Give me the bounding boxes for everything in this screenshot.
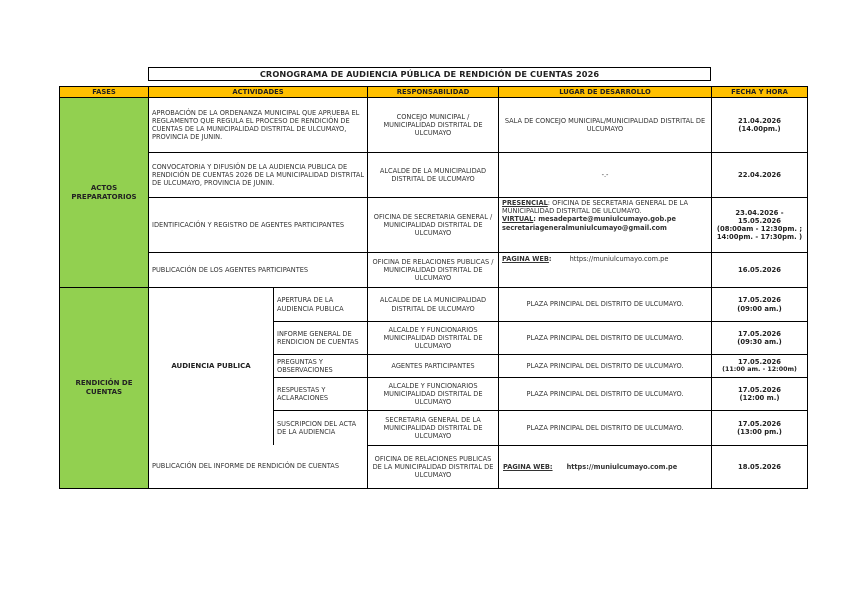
date-cell <box>711 197 808 253</box>
phase-rendicion-de-cuentas <box>59 287 149 489</box>
date-line: 17.05.2026 <box>738 385 781 394</box>
pagina-web-label: PAGINA WEB <box>502 255 549 263</box>
responsibility-cell: OFICINA DE SECRETARIA GENERAL / MUNICIPALIDAD DISTRITAL DE ULCUMAYO <box>367 197 499 253</box>
location-cell: PLAZA PRINCIPAL DEL DISTRITO DE ULCUMAYO. <box>498 321 712 355</box>
document-title: CRONOGRAMA DE AUDIENCIA PÚBLICA DE RENDICIÓN DE CUENTAS 2026 <box>148 67 711 81</box>
date-cell <box>711 354 808 378</box>
pagina-web-sep: : <box>548 255 552 263</box>
date-line: 15.05.2026 <box>738 217 781 225</box>
location-cell: PLAZA PRINCIPAL DEL DISTRITO DE ULCUMAYO. <box>498 354 712 378</box>
presencial-label: PRESENCIAL <box>502 199 548 207</box>
activity-cell: PUBLICACIÓN DE LOS AGENTES PARTICIPANTES <box>148 252 368 288</box>
location-cell: PLAZA PRINCIPAL DEL DISTRITO DE ULCUMAYO. <box>498 377 712 411</box>
date-line: 17.05.2026 <box>738 419 781 428</box>
date-cell <box>711 410 808 446</box>
activity-cell: IDENTIFICACIÓN Y REGISTRO DE AGENTES PARTICIPANTES <box>148 197 368 253</box>
phase-label-line1: RENDICIÓN DE <box>75 379 133 388</box>
time-line: (14.00pm.) <box>738 125 781 133</box>
phase-actos-preparatorios <box>59 97 149 288</box>
header-actividades: ACTIVIDADES <box>148 86 368 98</box>
date-cell: 18.05.2026 <box>711 445 808 489</box>
date-line: 21.04.2026 <box>738 116 781 125</box>
phase-label-line1: ACTOS <box>90 183 118 192</box>
activity-cell: APROBACIÓN DE LA ORDENANZA MUNICIPAL QUE APRUEBA EL REGLAMENTO QUE REGULA EL PROCESO DE RENDICIÓN DE CUENTAS DE LA MUNICIPALIDAD DISTRITAL DE ULCUMAYO, PROVINCIA DE JUNIN. <box>148 97 368 153</box>
virtual-label: VIRTUAL <box>502 215 534 224</box>
date-line: 23.04.2026 - <box>735 209 784 217</box>
header-fases: FASES <box>59 86 149 98</box>
date-cell: 22.04.2026 <box>711 152 808 198</box>
date-cell <box>711 321 808 355</box>
virtual-email-link[interactable]: : mesadeparte@muniulcumayo.gob.pe <box>533 215 676 224</box>
location-cell <box>498 445 712 489</box>
time-line: (11:00 am. - 12:00m) <box>722 366 797 373</box>
responsibility-cell: ALCALDE Y FUNCIONARIOS MUNICIPALIDAD DISTRITAL DE ULCUMAYO <box>367 377 499 411</box>
sub-activity-cell: RESPUESTAS Y ACLARACIONES <box>273 377 368 411</box>
date-line: 17.05.2026 <box>738 296 781 305</box>
location-cell <box>498 252 712 288</box>
responsibility-cell: ALCALDE DE LA MUNICIPALIDAD DISTRITAL DE ULCUMAYO <box>367 152 499 198</box>
date-cell <box>711 377 808 411</box>
responsibility-cell: CONCEJO MUNICIPAL / MUNICIPALIDAD DISTRITAL DE ULCUMAYO <box>367 97 499 153</box>
sub-activity-cell: PREGUNTAS Y OBSERVACIONES <box>273 354 368 378</box>
responsibility-cell: ALCALDE Y FUNCIONARIOS MUNICIPALIDAD DISTRITAL DE ULCUMAYO <box>367 321 499 355</box>
date-line: 17.05.2026 <box>738 329 781 338</box>
header-fecha: FECHA Y HORA <box>711 86 808 98</box>
location-cell: PLAZA PRINCIPAL DEL DISTRITO DE ULCUMAYO. <box>498 287 712 322</box>
sub-activity-cell: SUSCRIPCION DEL ACTA DE LA AUDIENCIA <box>273 410 368 445</box>
date-line: 17.05.2026 <box>738 357 781 366</box>
time-line: (08:00am - 12:30pm. ; 14:00pm. - 17:30pm. ) <box>716 225 803 241</box>
responsibility-cell: SECRETARIA GENERAL DE LA MUNICIPALIDAD DISTRITAL DE ULCUMAYO <box>367 410 499 446</box>
website-link[interactable]: https://muniulcumayo.com.pe <box>569 255 669 263</box>
location-cell <box>498 197 712 253</box>
date-cell <box>711 97 808 153</box>
header-responsabilidad: RESPONSABILIDAD <box>367 86 499 98</box>
location-cell: SALA DE CONCEJO MUNICIPAL/MUNICIPALIDAD DISTRITAL DE ULCUMAYO <box>498 97 712 153</box>
time-line: (09:00 am.) <box>737 304 782 313</box>
activity-cell: PUBLICACIÓN DEL INFORME DE RENDICIÓN DE CUENTAS <box>148 445 368 489</box>
activity-cell: CONVOCATORIA Y DIFUSIÓN DE LA AUDIENCIA PUBLICA DE RENDICIÓN DE CUENTAS 2026 DE LA MUNICIPALIDAD DISTRITAL DE ULCUMAYO, PROVINCIA DE JUNIN. <box>148 152 368 198</box>
responsibility-cell: ALCALDE DE LA MUNICIPALIDAD DISTRITAL DE ULCUMAYO <box>367 287 499 322</box>
responsibility-cell: AGENTES PARTICIPANTES <box>367 354 499 378</box>
pagina-web-label: PAGINA WEB: <box>503 462 553 471</box>
phase-label-line2: CUENTAS <box>85 388 123 396</box>
secretaria-email-link[interactable]: secretariageneralmuniulcumayo@gmail.com <box>502 223 667 232</box>
phase-label-line2: PREPARATORIOS <box>71 192 137 201</box>
time-line: (12:00 m.) <box>739 394 780 402</box>
presencial-text: : OFICINA DE SECRETARIA GENERAL DE LA MUNICIPALIDAD DISTRITAL DE ULCUMAYO. <box>502 199 688 216</box>
responsibility-cell: OFICINA DE RELACIONES PUBLICAS / MUNICIPALIDAD DISTRITAL DE ULCUMAYO <box>367 252 499 288</box>
date-cell: 16.05.2026 <box>711 252 808 288</box>
responsibility-cell: OFICINA DE RELACIONES PUBLICAS DE LA MUNICIPALIDAD DISTRITAL DE ULCUMAYO <box>367 445 499 489</box>
sub-activity-cell: APERTURA DE LA AUDIENCIA PUBLICA <box>273 287 368 322</box>
time-line: (09:30 am.) <box>737 338 782 346</box>
time-line: (13:00 pm.) <box>737 428 782 436</box>
location-cell: PLAZA PRINCIPAL DEL DISTRITO DE ULCUMAYO. <box>498 410 712 446</box>
location-cell: -.- <box>498 152 712 198</box>
audiencia-publica-group: AUDIENCIA PUBLICA <box>148 287 274 445</box>
header-lugar: LUGAR DE DESARROLLO <box>498 86 712 98</box>
sub-activity-cell: INFORME GENERAL DE RENDICION DE CUENTAS <box>273 321 368 355</box>
date-cell <box>711 287 808 322</box>
website-link[interactable]: https://muniulcumayo.com.pe <box>566 462 678 471</box>
